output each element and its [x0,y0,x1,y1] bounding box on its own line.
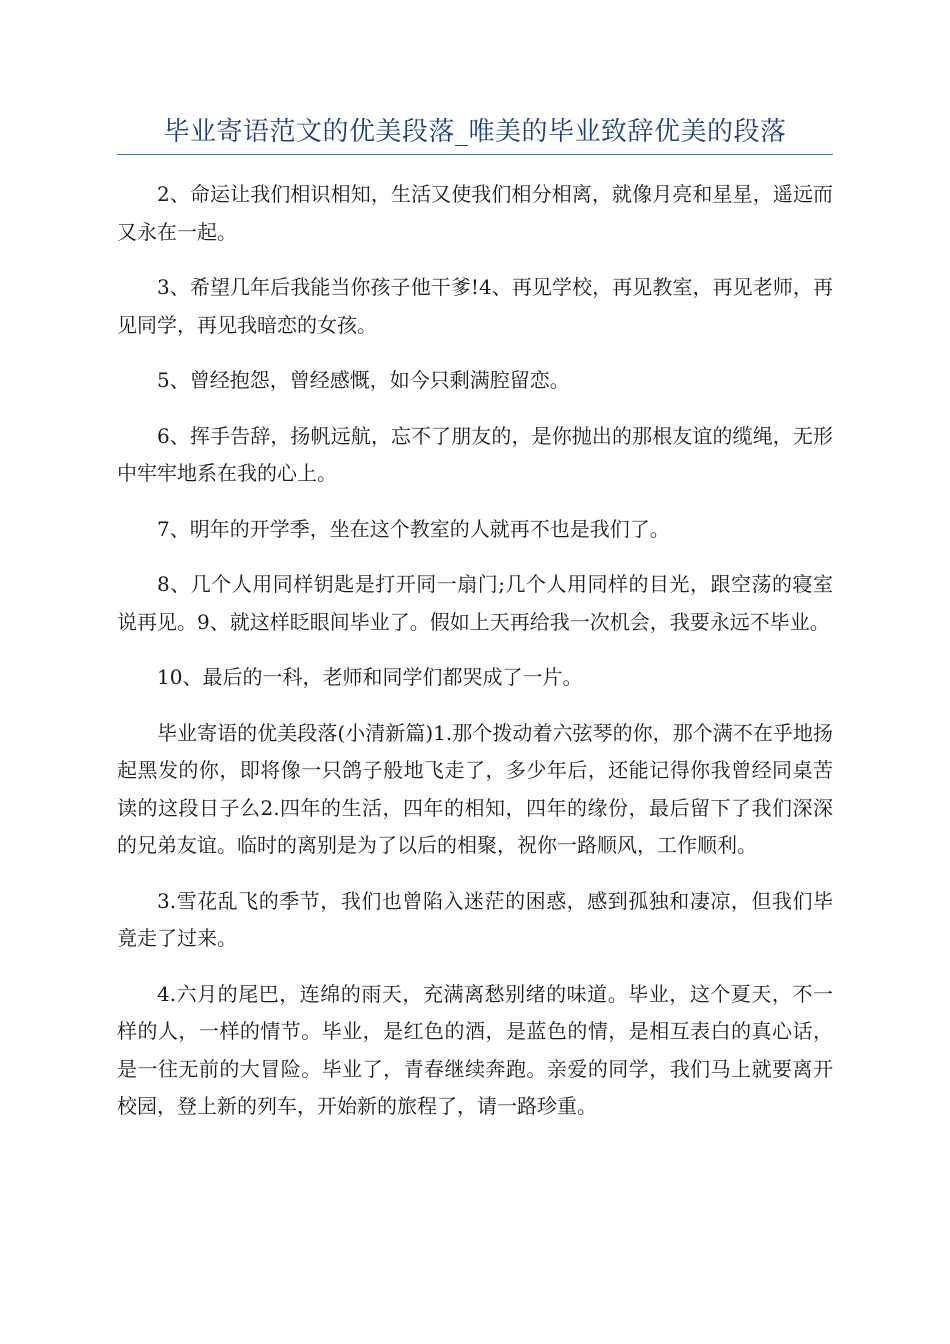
paragraph: 5、曾经抱怨，曾经感慨，如今只剩满腔留恋。 [157,368,570,392]
paragraph: 2、命运让我们相识相知，生活又使我们相分相离，就像月亮和星星，遥远而又永在一起。 [117,182,833,244]
page-title: 毕业寄语范文的优美段落_唯美的毕业致辞优美的段落 [163,117,787,147]
paragraph: 3.雪花乱飞的季节，我们也曾陷入迷茫的困惑，感到孤独和凄凉，但我们毕竟走了过来。 [117,888,833,950]
paragraph: 7、明年的开学季，坐在这个教室的人就再不也是我们了。 [157,516,670,541]
paragraph: 10、最后的一科，老师和同学们都哭成了一片。 [157,665,583,689]
paragraph: 4.六月的尾巴，连绵的雨天，充满离愁别绪的味道。毕业，这个夏天，不一样的人，一样的情节。毕业，是红色的酒，是蓝色的情，是相互表白的真心话，是一往无前的大冒险。毕业了，青春继续奔跑。亲爱的同学，我们马上就要离开校园，登上新的列车，开始新的旅程了，请一路珍重。 [117,981,833,1118]
document-body [117,176,833,1144]
paragraph: 毕业寄语的优美段落(小清新篇)1.那个拨动着六弦琴的你，那个满不在乎地扬起黑发的你，即将像一只鸽子般地飞走了，多少年后，还能记得你我曾经同桌苦读的这段日子么2.四年的生活，四年的相知，四年的缘份，最后留下了我们深深的兄弟友谊。临时的离别是为了以后的相聚，祝你一路顺风，工作顺利。 [117,720,833,857]
paragraph: 3、希望几年后我能当你孩子他干爹!4、再见学校，再见教室，再见老师，再见同学，再见我暗恋的女孩。 [117,275,833,337]
title-underline [117,154,833,155]
paragraph: 8、几个人用同样钥匙是打开同一扇门;几个人用同样的目光，跟空荡的寝室说再见。9、就这样眨眼间毕业了。假如上天再给我一次机会，我要永远不毕业。 [117,572,833,634]
paragraph: 6、挥手告辞，扬帆远航，忘不了朋友的，是你抛出的那根友谊的缆绳，无形中牢牢地系在我的心上。 [117,423,833,485]
